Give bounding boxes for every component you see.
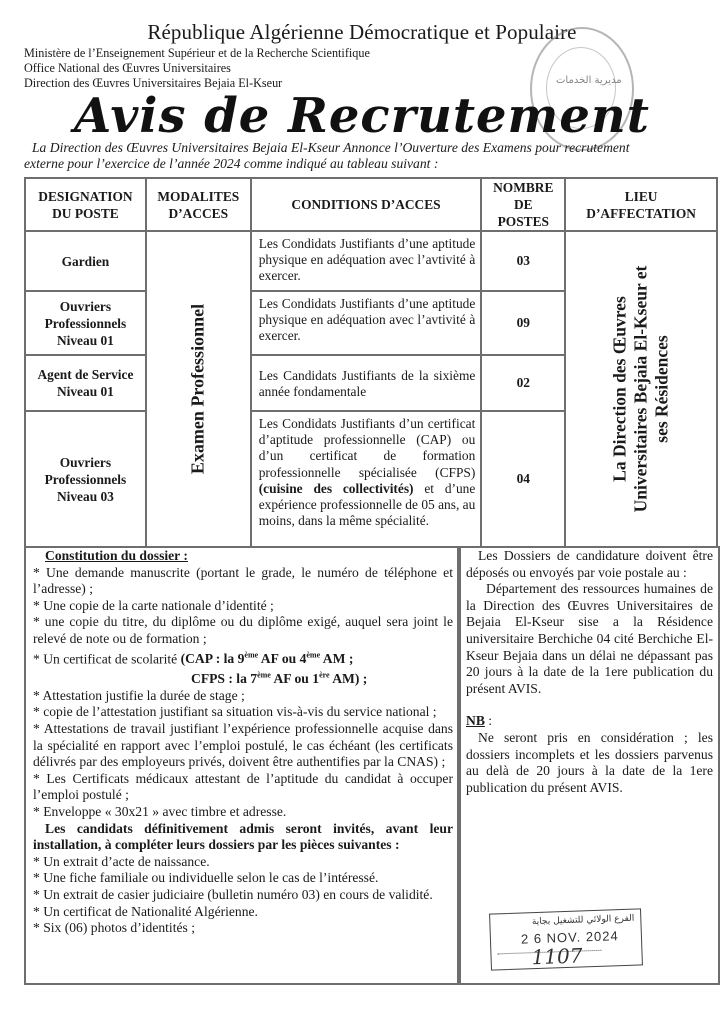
modalite-text: Examen Professionnel: [187, 303, 208, 475]
nombre-cell: 02: [481, 355, 565, 411]
nombre-cell: 03: [481, 231, 565, 291]
scolarite-cfps-end: AM) ;: [329, 671, 368, 687]
dossier-item: * Une fiche familiale ou individuelle selon le cas de l’intéressé.: [33, 870, 379, 886]
conditions-bold-text: (cuisine des collectivités): [258, 480, 414, 496]
intro-line-1: La Direction des Œuvres Universitaires Bejaia El-Kseur Annonce l’Ouverture des Examens pour recrutement: [32, 140, 630, 155]
nb-text: Ne seront pris en considération ; les dossiers incomplets et les dossiers parvenus au delà de 20 jours à la date de la 1ere publication du présent AVIS.: [466, 729, 713, 795]
dossier-heading: Constitution du dossier :: [45, 548, 188, 563]
dossier-item: * Les Certificats médicaux attestant de l’aptitude du candidat à occuper l’emploi postulé ;: [33, 770, 453, 803]
sup: ème: [306, 650, 321, 660]
dossier-item: * Six (06) photos d’identités ;: [33, 920, 195, 936]
nombre-cell: 04: [481, 411, 565, 547]
scolarite-cap-end: AM ;: [320, 651, 354, 667]
intro-paragraph: [24, 140, 724, 172]
conditions-cell: Les Condidats Justifiants d’une aptitude physique en adéquation avec l’avtivité à exercer.: [251, 291, 482, 355]
conditions-cell: [251, 411, 482, 547]
direction-line: Direction des Œuvres Universitaires Bejaia El-Kseur: [24, 76, 283, 90]
header-nombre: NOMBRE DE POSTES: [481, 178, 565, 231]
scolarite-cfps: CFPS : la 7: [191, 671, 258, 687]
scolarite-cap: (CAP : la 9: [180, 651, 245, 667]
dossier-item: * Une copie de la carte nationale d’identité ;: [33, 597, 274, 613]
table-header-row: [25, 178, 717, 231]
stamp-handwritten-number: 1107: [531, 943, 583, 970]
dossier-item: * Une demande manuscrite (portant le grade, le numéro de téléphone et l’adresse) ;: [33, 564, 453, 597]
depot-paragraph-1: Les Dossiers de candidature doivent être déposés ou envoyés par voie postale au :: [466, 548, 713, 580]
admis-note: Les candidats définitivement admis seront invités, avant leur installation, à compléter leurs dossiers par les pièces suivantes :: [33, 820, 453, 853]
office-line: Office National des Œuvres Universitaires: [24, 61, 231, 75]
dossier-section: [24, 546, 461, 985]
dossier-item-scolarite: [33, 648, 453, 668]
lieu-text: [610, 266, 673, 513]
ministry-line: Ministère de l’Enseignement Supérieur et de la Recherche Scientifique: [24, 46, 370, 60]
lieu-line-2: Universitaires Bejaia El-Kseur et: [630, 265, 651, 513]
conditions-cell: Les Candidats Justifiants de la sixième année fondamentale: [251, 355, 482, 411]
header-lieu: LIEU D’AFFECTATION: [565, 178, 717, 231]
header-designation: DESIGNATION DU POSTE: [25, 178, 146, 231]
dossier-item: * Attestations de travail justifiant l’expérience professionnelle acquise dans la spécialité en rapport avec l’emploi postulé, le cas échéant (les certificats délivrés par des employeurs privés, doivent être authentifies par la CNAS) ;: [33, 721, 453, 770]
designation-cell: Agent de Service Niveau 01: [25, 355, 146, 411]
dossier-item: * une copie du titre, du diplôme ou du diplôme exigé, auquel sera joint le relevé de note ou de formation ;: [33, 614, 453, 646]
designation-cell: Gardien: [25, 231, 146, 291]
scolarite-cfps-mid: AF ou 1: [270, 671, 320, 687]
nb-label: NB: [466, 713, 485, 729]
stamp-arabic-text: الفرع الولائي للتشغيل بجاية: [531, 913, 635, 928]
lieu-line-1: La Direction des Œuvres: [609, 296, 630, 482]
page-title: Avis de Recrutement: [74, 88, 650, 144]
sup: ème: [257, 670, 271, 680]
designation-cell: Ouvriers Professionnels Niveau 03: [25, 411, 146, 547]
lieu-cell: [565, 231, 717, 547]
sup: ère: [319, 670, 330, 680]
sup: ème: [244, 650, 259, 660]
designation-cell: Ouvriers Professionnels Niveau 01: [25, 291, 146, 355]
dossier-item: * Attestation justifie la durée de stage ;: [33, 687, 245, 703]
conditions-text: Les Condidats Justifiants d’un certificat d’aptitude professionnelle (CAP) ou d’un certificat de formation professionnelle spécialisée (CFPS): [258, 416, 476, 480]
modalite-cell: [146, 231, 251, 547]
intro-line-2: externe pour l’exercice de l’année 2024 comme indiqué au tableau suivant :: [24, 156, 439, 171]
official-seal-text: مديرية الخدمات: [556, 75, 622, 86]
dossier-item: * Un certificat de Nationalité Algérienne.: [33, 903, 258, 919]
dossier-item: * copie de l’attestation justifiant sa situation vis-à-vis du service national ;: [33, 704, 437, 720]
depot-paragraph-2: Département des ressources humaines de la Direction des Œuvres Universitaires de Bejaia El-Kseur sise a la Résidence universitaire Berchiche 04 cité Berchiche El-Kseur Bejaia dans un délai ne dépassant pas 20 jours à la date de la 1ere publication du présent AVIS.: [466, 581, 713, 696]
header-conditions: CONDITIONS D’ACCES: [251, 178, 482, 231]
dossier-item: * Enveloppe « 30x21 » avec timbre et adresse.: [33, 803, 287, 819]
dossier-item: * Un extrait de casier judiciaire (bulletin numéro 03) en cours de validité.: [33, 886, 433, 902]
dossier-item-scolarite-cfps: [33, 668, 453, 688]
lieu-line-3: ses Résidences: [651, 335, 672, 443]
republic-heading: République Algérienne Démocratique et Populaire: [147, 20, 577, 44]
date-received-stamp: [489, 908, 643, 970]
nb-label-line: [466, 713, 713, 730]
conditions-cell: Les Condidats Justifiants d’une aptitude physique en adéquation avec l’avtivité à exercer.: [251, 231, 482, 291]
dossier-item: * Un extrait d’acte de naissance.: [33, 853, 210, 869]
conditions-text: et d’une expérience professionnelle de 05 ans, au moins, dans la même spécialité.: [258, 480, 476, 529]
nb-colon: :: [484, 713, 493, 729]
table-row: [25, 231, 717, 291]
scolarite-prefix: * Un certificat de scolarité: [33, 651, 181, 667]
nombre-cell: 09: [481, 291, 565, 355]
header-modalites: MODALITES D’ACCES: [146, 178, 251, 231]
recruitment-table: [24, 177, 718, 548]
scolarite-cap-mid: AF ou 4: [258, 651, 307, 667]
stamp-date: 2 6 NOV. 2024: [520, 928, 619, 947]
